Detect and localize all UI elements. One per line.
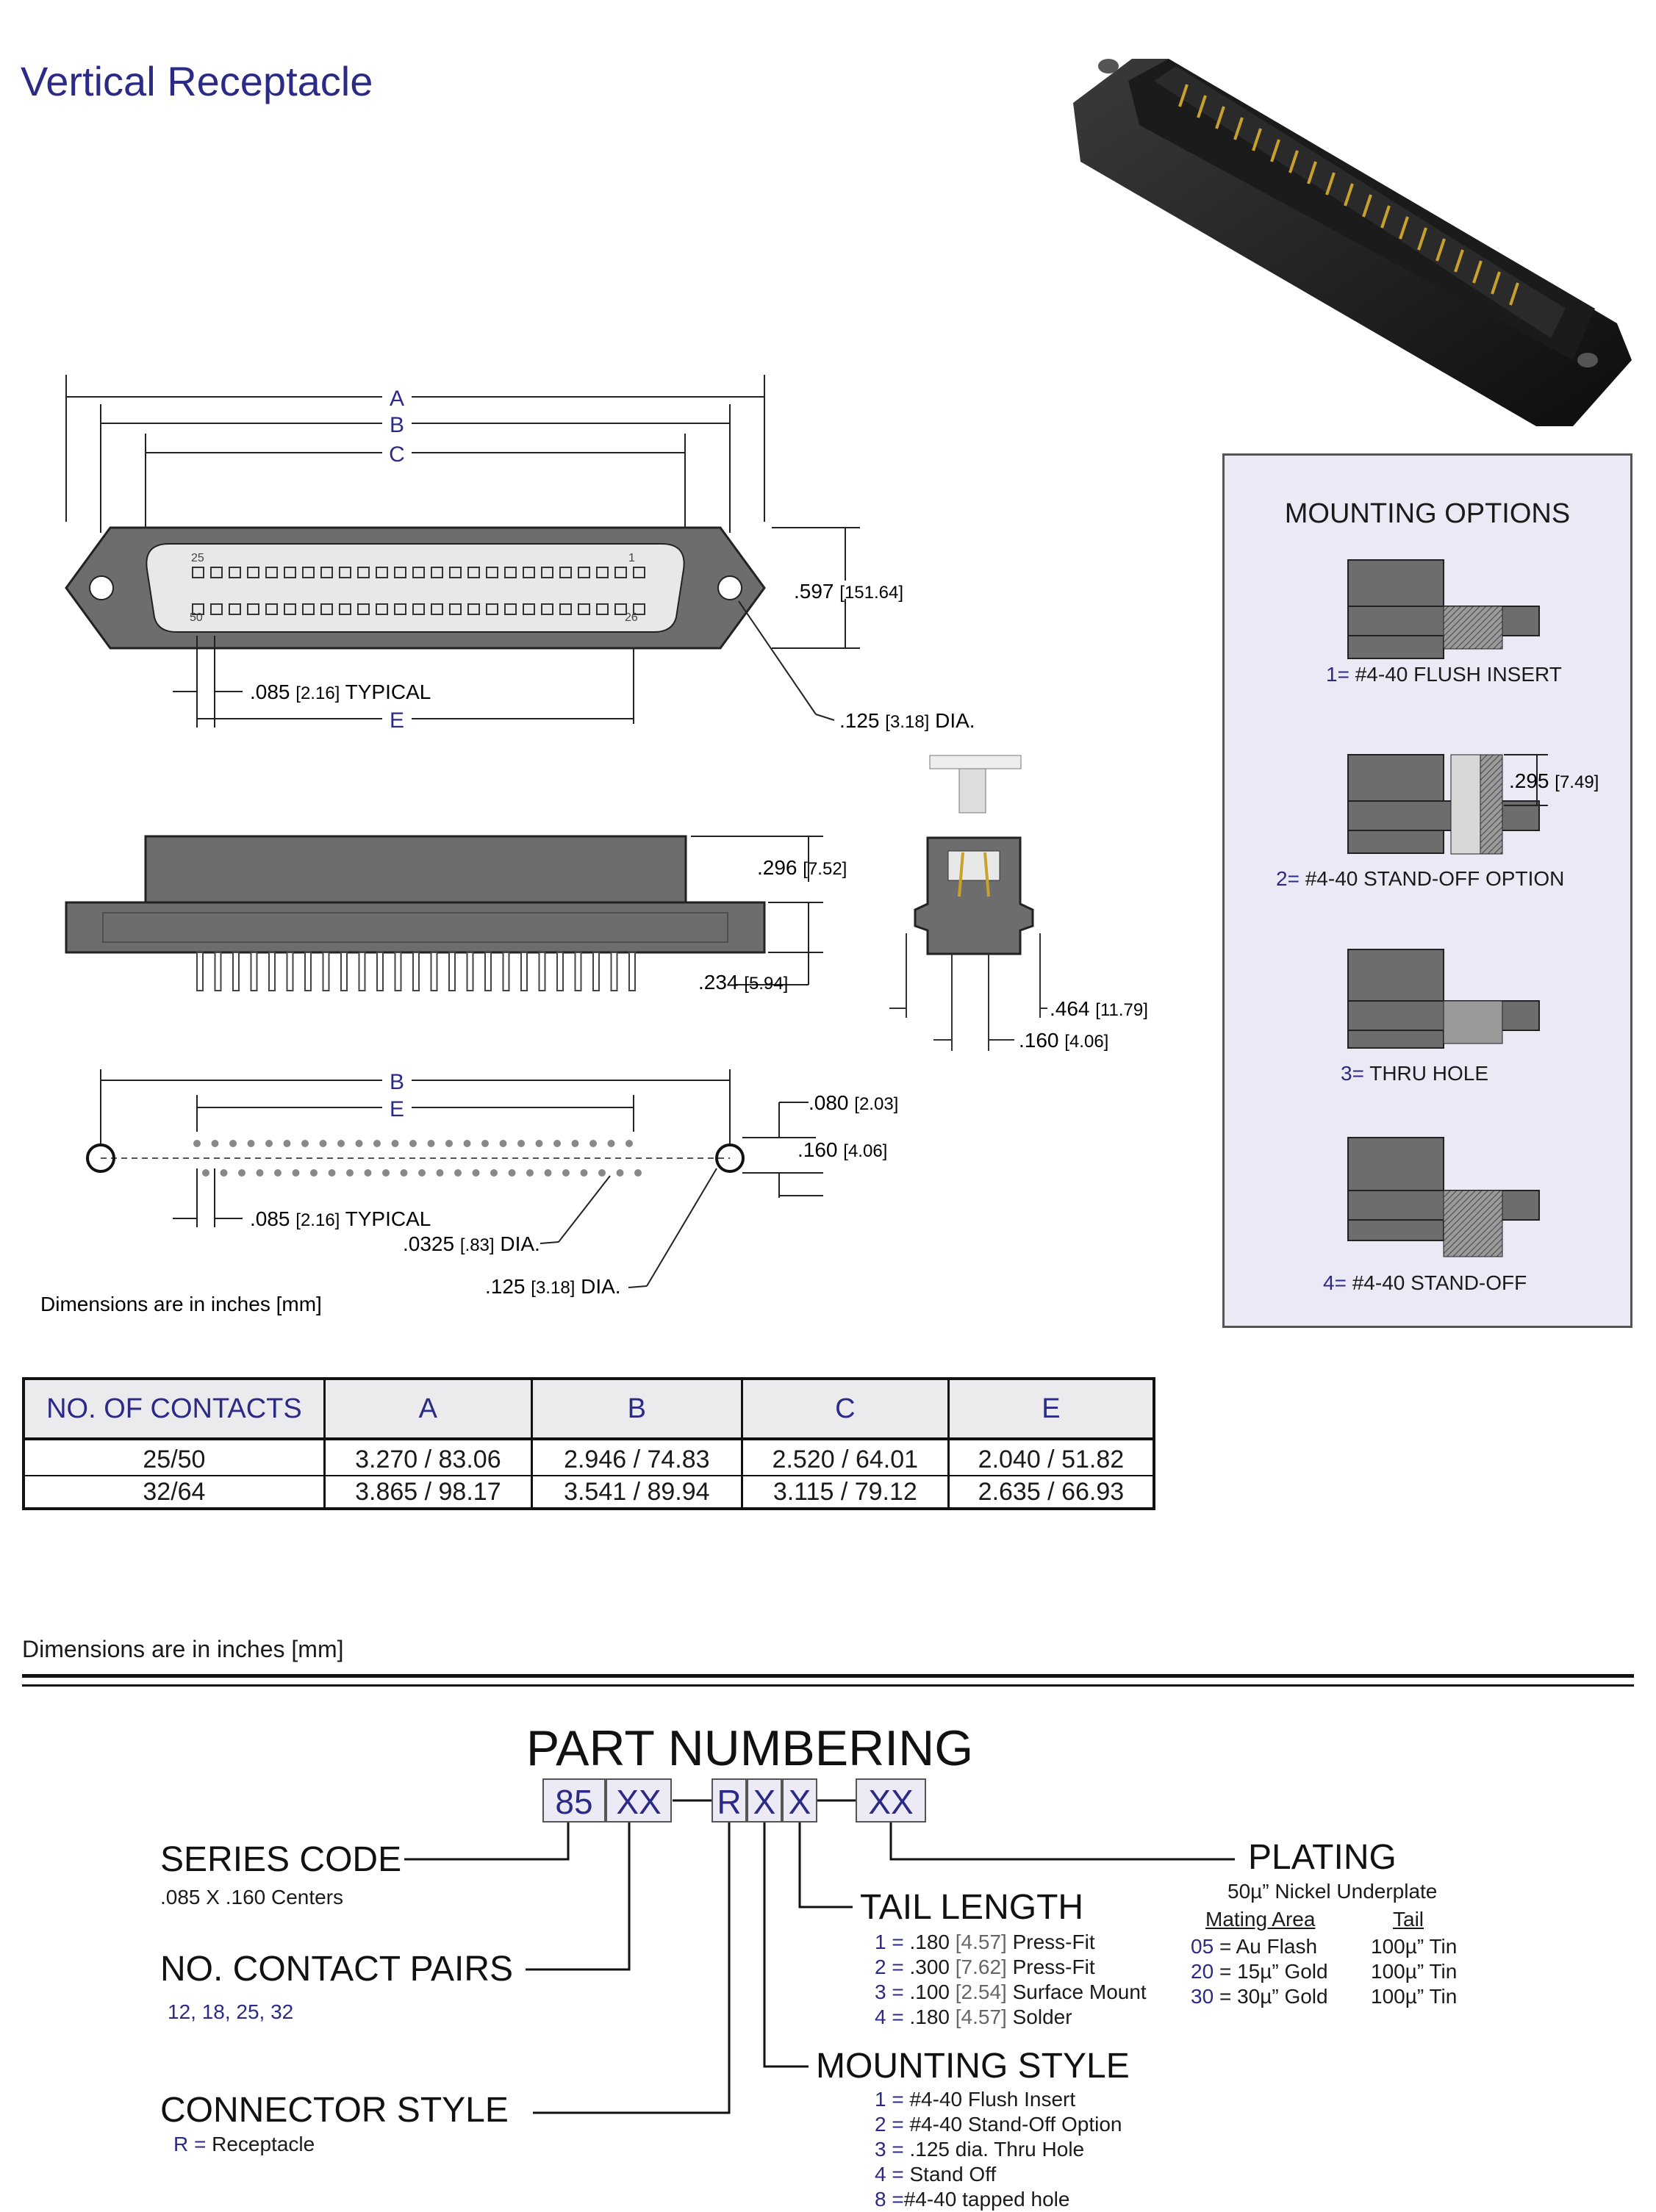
- dim-e-label-2: E: [389, 1097, 405, 1121]
- footprint-hole: [617, 1169, 624, 1177]
- tail-pin: [395, 952, 401, 991]
- table-cell: 3.270 / 83.06: [324, 1439, 531, 1476]
- footprint-hole: [562, 1169, 570, 1177]
- tail-pin: [377, 952, 383, 991]
- table-cell: 3.115 / 79.12: [742, 1476, 948, 1509]
- part-numbering-title: PART NUMBERING: [526, 1720, 974, 1776]
- pn-box-style: R: [711, 1778, 747, 1823]
- pin-label-1: 1: [628, 552, 635, 564]
- footprint-hole: [346, 1169, 354, 1177]
- list-item: 100µ” Tin: [1371, 1985, 1458, 2008]
- list-item: 2 = #4-40 Stand-Off Option: [875, 2113, 1122, 2136]
- footprint-hole: [598, 1169, 606, 1177]
- footprint-hole: [356, 1140, 363, 1147]
- footprint-hole: [626, 1140, 633, 1147]
- tail-pin: [305, 952, 311, 991]
- plating-tail-list: [1371, 1934, 1457, 2009]
- table-cell: 2.520 / 64.01: [742, 1439, 948, 1476]
- tail-pin: [287, 952, 293, 991]
- list-item: 20 = 15µ” Gold: [1191, 1960, 1328, 1983]
- footprint-hole: [265, 1140, 273, 1147]
- tail-pin: [251, 952, 257, 991]
- footprint-hole: [445, 1140, 453, 1147]
- footprint-hole: [490, 1169, 498, 1177]
- footprint-hole: [310, 1169, 318, 1177]
- table-cell: 2.635 / 66.93: [948, 1476, 1154, 1509]
- footprint-hole: [473, 1169, 480, 1177]
- mounting-options-panel: [1222, 453, 1632, 1328]
- plating-list: [1191, 1934, 1328, 2009]
- dimension-table: [22, 1377, 1155, 1510]
- footprint-hole: [248, 1140, 255, 1147]
- contact-pairs-sub: 12, 18, 25, 32: [168, 2000, 294, 2023]
- footprint-hole: [320, 1140, 327, 1147]
- list-item: 8 =#4-40 tapped hole: [875, 2188, 1070, 2211]
- contact-pairs-heading: NO. CONTACT PAIRS: [160, 1950, 514, 1989]
- tail-pin: [612, 952, 617, 991]
- tail-pin: [540, 952, 545, 991]
- footprint-hole: [229, 1140, 237, 1147]
- dim-a-label: A: [389, 387, 405, 411]
- footprint-hole: [221, 1169, 228, 1177]
- tail-pin: [233, 952, 239, 991]
- footprint-hole: [274, 1169, 282, 1177]
- tail-pin: [503, 952, 509, 991]
- pn-box-pairs: XX: [606, 1778, 672, 1823]
- footprint-hole: [401, 1169, 408, 1177]
- dim-085-typical: .085 [2.16] TYPICAL: [250, 681, 431, 703]
- footprint-hole: [373, 1140, 381, 1147]
- plating-heading: PLATING: [1248, 1838, 1397, 1877]
- footprint-hole: [329, 1169, 336, 1177]
- footprint-hole: [634, 1169, 642, 1177]
- col-a: A: [324, 1379, 531, 1439]
- tail-pin: [323, 952, 329, 991]
- table-row: [24, 1439, 1154, 1476]
- pn-box-mounting: X: [747, 1778, 782, 1823]
- mount-option-2: 2= #4-40 STAND-OFF OPTION: [1276, 867, 1565, 890]
- table-cell: 3.541 / 89.94: [531, 1476, 742, 1509]
- plating-col-tail: Tail: [1393, 1908, 1424, 1931]
- tail-pin: [359, 952, 365, 991]
- footprint-hole: [481, 1140, 489, 1147]
- connector-style-sub: R = Receptacle: [173, 2133, 315, 2155]
- footprint-hole: [293, 1169, 300, 1177]
- list-item: 3 = .100 [2.54] Surface Mount: [875, 1981, 1147, 2003]
- footprint-hole: [572, 1140, 579, 1147]
- pn-box-tail: X: [782, 1778, 817, 1823]
- dim-080: .080 [2.03]: [809, 1091, 899, 1114]
- connector-3d-image: [1058, 15, 1646, 448]
- tail-pin: [197, 952, 203, 991]
- footprint-hole: [202, 1169, 209, 1177]
- footprint-hole: [212, 1140, 219, 1147]
- series-code-sub: .085 X .160 Centers: [160, 1886, 344, 1908]
- col-e: E: [948, 1379, 1154, 1439]
- tail-length-list: [875, 1930, 1147, 2030]
- pin-label-25: 25: [191, 552, 204, 564]
- table-cell: 2.040 / 51.82: [948, 1439, 1154, 1476]
- tail-pin: [467, 952, 473, 991]
- dims-note-1: Dimensions are in inches [mm]: [40, 1293, 322, 1315]
- table-row: [24, 1476, 1154, 1509]
- table-cell: 2.946 / 74.83: [531, 1439, 742, 1476]
- dim-234: .234 [5.94]: [698, 971, 789, 994]
- tail-pin: [449, 952, 455, 991]
- mounting-options-drawings: [1225, 456, 1630, 1326]
- connector-drawing: [0, 367, 1148, 1323]
- footprint-hole: [382, 1169, 390, 1177]
- dim-c-label: C: [389, 442, 405, 467]
- table-cell: 32/64: [24, 1476, 324, 1509]
- table-header-row: [24, 1379, 1154, 1439]
- svg-text:.295 [7.49]: .295 [7.49]: [1509, 769, 1599, 792]
- pn-box-plating: XX: [856, 1778, 926, 1823]
- col-b: B: [531, 1379, 742, 1439]
- footprint-hole: [517, 1140, 525, 1147]
- dim-b-label: B: [389, 413, 405, 437]
- footprint-hole: [418, 1169, 426, 1177]
- dim-0325-dia: .0325 [.83] DIA.: [403, 1232, 540, 1255]
- dim-160-foot: .160 [4.06]: [797, 1138, 888, 1161]
- footprint-hole: [337, 1140, 345, 1147]
- footprint-hole: [257, 1169, 264, 1177]
- footprint-hole: [464, 1140, 471, 1147]
- dim-085-typical-2: .085 [2.16] TYPICAL: [250, 1207, 431, 1230]
- dim-125-dia-2: .125 [3.18] DIA.: [485, 1275, 621, 1298]
- footprint-hole: [581, 1169, 588, 1177]
- tail-pin: [413, 952, 419, 991]
- table-cell: 25/50: [24, 1439, 324, 1476]
- footprint-hole: [454, 1169, 462, 1177]
- pin-label-50: 50: [190, 611, 203, 624]
- footprint-hole: [509, 1169, 516, 1177]
- plating-col-mating: Mating Area: [1205, 1908, 1316, 1931]
- tail-pin: [521, 952, 527, 991]
- footprint-hole: [284, 1140, 291, 1147]
- connector-style-heading: CONNECTOR STYLE: [160, 2091, 509, 2130]
- page-title: Vertical Receptacle: [21, 58, 373, 104]
- footprint-hole: [365, 1169, 372, 1177]
- dim-b-label-2: B: [389, 1070, 405, 1094]
- list-item: 2 = .300 [7.62] Press-Fit: [875, 1956, 1095, 1978]
- dim-e-label: E: [389, 708, 405, 733]
- dim-597: .597 [151.64]: [794, 580, 904, 603]
- mounting-style-list: [875, 2087, 1122, 2212]
- footprint-hole: [545, 1169, 552, 1177]
- footprint-hole: [193, 1140, 201, 1147]
- list-item: 1 = .180 [4.57] Press-Fit: [875, 1931, 1095, 1953]
- plating-sub: 50µ” Nickel Underplate: [1227, 1880, 1438, 1903]
- col-contacts: NO. OF CONTACTS: [24, 1379, 324, 1439]
- list-item: 100µ” Tin: [1371, 1935, 1458, 1958]
- footprint-hole: [553, 1140, 561, 1147]
- tail-pin: [629, 952, 635, 991]
- col-c: C: [742, 1379, 948, 1439]
- footprint-hole: [409, 1140, 417, 1147]
- tail-pin: [557, 952, 563, 991]
- mount-option-4: 4= #4-40 STAND-OFF: [1323, 1271, 1527, 1294]
- dims-note-2: Dimensions are in inches [mm]: [22, 1636, 344, 1662]
- tail-pin: [485, 952, 491, 991]
- divider: [22, 1684, 1634, 1687]
- footprint-hole: [536, 1140, 543, 1147]
- tail-pin: [341, 952, 347, 991]
- mount-option-1: 1= #4-40 FLUSH INSERT: [1326, 663, 1562, 686]
- series-code-heading: SERIES CODE: [160, 1840, 402, 1879]
- footprint-hole: [301, 1140, 309, 1147]
- footprint-hole: [238, 1169, 245, 1177]
- dim-160-end: .160 [4.06]: [1019, 1029, 1109, 1052]
- divider: [22, 1674, 1634, 1678]
- list-item: 05 = Au Flash: [1191, 1935, 1318, 1958]
- footprint-hole: [589, 1140, 597, 1147]
- tail-pin: [269, 952, 275, 991]
- list-item: 1 = #4-40 Flush Insert: [875, 2088, 1076, 2111]
- mounting-style-heading: MOUNTING STYLE: [816, 2047, 1130, 2086]
- list-item: 100µ” Tin: [1371, 1960, 1458, 1983]
- tail-pin: [215, 952, 221, 991]
- dim-464: .464 [11.79]: [1050, 997, 1148, 1020]
- dim-125-dia: .125 [3.18] DIA.: [839, 709, 975, 732]
- list-item: 30 = 30µ” Gold: [1191, 1985, 1328, 2008]
- footprint-hole: [526, 1169, 534, 1177]
- tail-pin: [431, 952, 437, 991]
- mounting-options-title: MOUNTING OPTIONS: [1284, 498, 1571, 529]
- pin-label-26: 26: [625, 611, 638, 624]
- pn-box-series: 85: [542, 1778, 606, 1823]
- footprint-hole: [437, 1169, 444, 1177]
- footprint-hole: [392, 1140, 399, 1147]
- footprint-hole: [608, 1140, 615, 1147]
- table-cell: 3.865 / 98.17: [324, 1476, 531, 1509]
- tail-pin: [593, 952, 599, 991]
- tail-pin: [576, 952, 581, 991]
- list-item: 4 = Stand Off: [875, 2163, 997, 2186]
- mount-option-3: 3= THRU HOLE: [1341, 1062, 1489, 1085]
- dim-296: .296 [7.52]: [757, 856, 847, 879]
- list-item: 4 = .180 [4.57] Solder: [875, 2005, 1072, 2028]
- tail-length-heading: TAIL LENGTH: [860, 1888, 1084, 1927]
- list-item: 3 = .125 dia. Thru Hole: [875, 2138, 1085, 2161]
- footprint-hole: [500, 1140, 507, 1147]
- footprint-hole: [428, 1140, 435, 1147]
